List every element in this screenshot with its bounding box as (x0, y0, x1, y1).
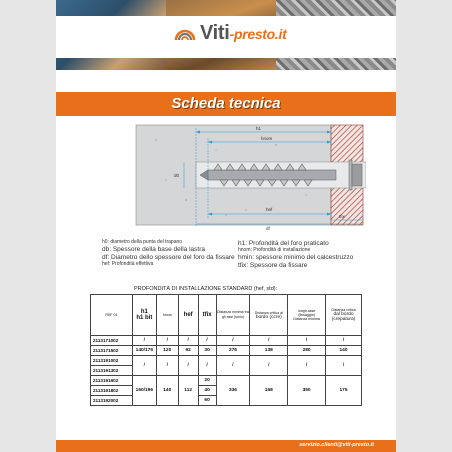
anchor-diagram (96, 120, 366, 230)
screw-shank (208, 170, 336, 180)
legend-left (102, 240, 235, 267)
cell-h1: 160/196 (132, 376, 156, 406)
dim-label-tfix: tfix (339, 214, 345, 219)
header-smin: Distanza minima tra gli assi (smin) (216, 295, 250, 336)
table-header-row (91, 295, 362, 336)
logo-dash: - (229, 26, 234, 42)
datasheet-page (56, 0, 396, 452)
cell-code: 2113191302 (91, 366, 133, 376)
cell-smin: / (216, 336, 250, 346)
cell-crack: / (326, 336, 362, 346)
cell-length: 350 (288, 376, 326, 406)
cell-length: / (288, 336, 326, 346)
header-code: REF 01 (91, 295, 133, 336)
cell-hnom: 140 (156, 376, 178, 406)
cell-hnom: / (156, 356, 178, 376)
header-tfix: tfix (198, 295, 216, 336)
legend-item: hnom: Profondità di installazione (238, 247, 311, 254)
header-length: lungh.asse (fissaggio) Distanza minima (288, 295, 326, 336)
cell-hef: / (178, 356, 198, 376)
legend-item: hef: Profondità effettiva (102, 260, 154, 267)
cell-smin: / (216, 356, 250, 376)
header-crack: Distanza critica dal bordo (crepatura) (326, 295, 362, 336)
cell-code: 2113171502 (91, 346, 133, 356)
cell-tfix: / (198, 336, 216, 346)
cell-tfix: 40 (198, 386, 216, 396)
logo-mark-icon (174, 22, 196, 44)
cell-ccr: / (250, 356, 288, 376)
cell-code: 2113191002 (91, 356, 133, 366)
cell-hef: 112 (178, 376, 198, 406)
cell-code: 2113171002 (91, 336, 133, 346)
cell-code: 2113191602 (91, 376, 133, 386)
header-ccr: Distanza critica al bordo (ccre) (250, 295, 288, 336)
cell-ccr: 168 (250, 376, 288, 406)
cell-length: / (288, 356, 326, 376)
table-section-label: PROFONDITÀ DI INSTALLAZIONE STANDARD (hef, std): (134, 286, 278, 292)
logo-main: Viti (200, 22, 230, 44)
cell-hef: / (178, 336, 198, 346)
cell-crack: 140 (326, 346, 362, 356)
cell-hnom: / (156, 336, 178, 346)
cell-tfix: / (198, 356, 216, 376)
cell-code: 2113191802 (91, 386, 133, 396)
cell-length: 280 (288, 346, 326, 356)
logo-suffix: presto.it (233, 26, 287, 42)
cell-smin: 276 (216, 346, 250, 356)
header-hnom: hnom (156, 295, 178, 336)
legend-right (238, 240, 353, 270)
table-row (91, 376, 362, 386)
legend-item: df: Diametro dello spessore del foro da fissare (102, 253, 235, 261)
screw-head (352, 164, 362, 186)
legend-item: h0: diametro della punta del trapano (102, 239, 183, 245)
dim-label-hnom: hnom (261, 136, 273, 141)
legend-item: h1: Profondità del foro praticato (238, 240, 329, 247)
screw-washer (349, 160, 352, 190)
legend-item: tfix: Spessore da fissare (238, 261, 308, 269)
table-row (91, 346, 362, 356)
cell-tfix: 20 (198, 376, 216, 386)
cell-ccr: 138 (250, 346, 288, 356)
cell-smin: 336 (216, 376, 250, 406)
cell-tfix: 30 (198, 346, 216, 356)
cell-code: 2113192002 (91, 396, 133, 406)
cell-h1: / (132, 336, 156, 346)
cell-crack: 175 (326, 376, 362, 406)
dim-label-d0: d0 (174, 173, 180, 178)
footer-email-link[interactable]: servizio.clienti@viti-presto.it (299, 442, 374, 448)
dim-label-h1: h1 (256, 126, 262, 131)
table-row (91, 336, 362, 346)
dim-label-df: df (266, 226, 270, 230)
cell-h1: 140/175 (132, 346, 156, 356)
dim-label-hef: hef (266, 207, 273, 212)
table-row (91, 356, 362, 366)
logo-text (200, 22, 286, 45)
cell-ccr: / (250, 336, 288, 346)
page-title: Scheda tecnica (171, 95, 281, 112)
legend-item: hmin: spessore minimo del calcestruzzo (238, 253, 354, 261)
header-hef: hef (178, 295, 198, 336)
cell-tfix: 60 (198, 396, 216, 406)
legend-item: db: Spessore della base della lastra (102, 245, 205, 253)
spec-table (90, 294, 362, 406)
cell-h1: / (132, 356, 156, 376)
cell-hnom: 120 (156, 346, 178, 356)
cell-hef: 92 (178, 346, 198, 356)
cell-crack: / (326, 356, 362, 376)
header-h1: h1 h1 bit (132, 295, 156, 336)
